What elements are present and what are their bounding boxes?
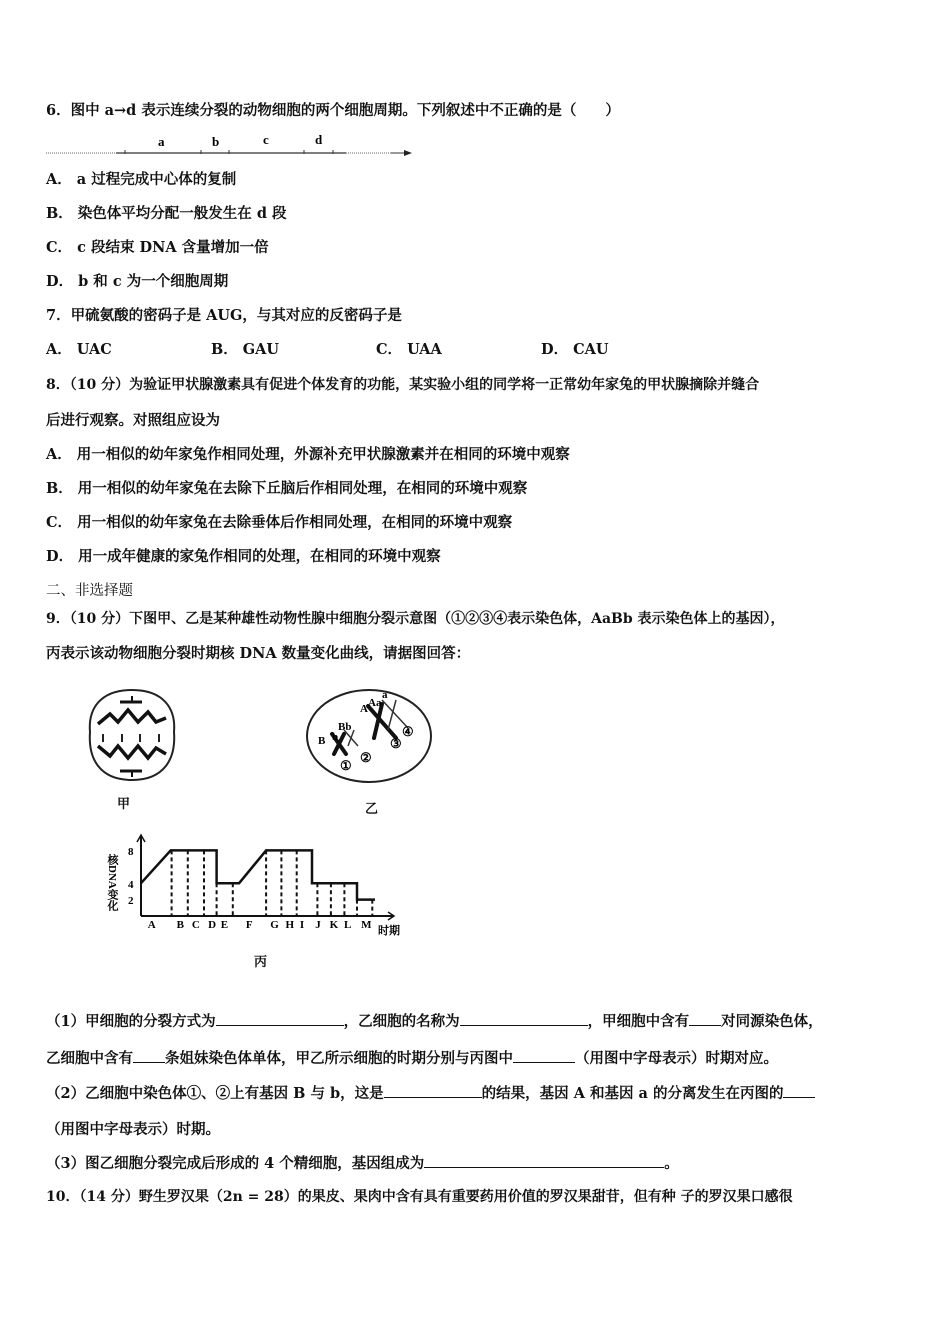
answer-blank-1[interactable] (216, 1011, 344, 1026)
q8-stem-line1: 8．（10 分）为验证甲状腺激素具有促进个体发育的功能，某实验小组的同学将一正常幼年家兔的甲状腺摘除并缝合 (46, 377, 760, 393)
text: 的结果，基因 A 和基因 a 的分离发生在丙图的 (481, 1085, 784, 1102)
q9-part3 (46, 1153, 679, 1174)
chromosome-1: ① (340, 758, 352, 773)
period-label-L: L (344, 919, 352, 931)
gene-A: A (360, 703, 368, 715)
answer-blank-7[interactable] (783, 1083, 815, 1098)
q7-option-d: D． CAU (541, 341, 609, 358)
q6-stem: 6．图中 a→d 表示连续分裂的动物细胞的两个细胞周期。下列叙述中不正确的是（ ） (46, 102, 620, 119)
chart-xlabel: 时期 (378, 925, 400, 937)
q8-option-d: D． 用一成年健康的家兔作相同的处理，在相同的环境中观察 (46, 548, 441, 565)
text: 对同源染色体， (721, 1013, 823, 1030)
cell-yi-figure (304, 686, 434, 786)
gene-Bb: Bb (338, 721, 352, 733)
text: （用图中字母表示）时期对应。 (575, 1050, 778, 1067)
answer-blank-2[interactable] (460, 1011, 588, 1026)
q10-stem-line1: 10．（14 分）野生罗汉果（2n = 28）的果皮、果肉中含有具有重要药用价值的罗汉果甜苷，但有种 子的罗汉果口感很 (46, 1189, 793, 1205)
q9-stem-line1: 9．（10 分）下图甲、乙是某种雄性动物性腺中细胞分裂示意图（①②③④表示染色体，AaBb 表示染色体上的基因）， (46, 611, 785, 627)
segment-b: b (212, 134, 220, 149)
answer-blank-6[interactable] (384, 1083, 482, 1098)
period-label-K: K (329, 919, 339, 931)
q9-part2-line1 (46, 1083, 815, 1104)
dna-curve (141, 850, 375, 899)
chart-title: 丙 (254, 955, 268, 970)
chart-ylabel: 核DNA变化 (106, 854, 118, 911)
text: （2）乙细胞中染色体①、②上有基因 B 与 b，这是 (46, 1085, 384, 1102)
segment-c: c (263, 132, 269, 147)
period-label-B: B (176, 919, 184, 931)
q8-option-a: A． 用一相似的幼年家兔作相同处理，外源补充甲状腺激素并在相同的环境中观察 (46, 446, 570, 463)
text: （1）甲细胞的分裂方式为 (46, 1013, 216, 1030)
period-label-F: F (245, 919, 253, 931)
q7-option-a: A． UAC (46, 341, 112, 358)
q6-option-a: A． a 过程完成中心体的复制 (46, 171, 237, 188)
q6-option-b: B． 染色体平均分配一般发生在 d 段 (46, 205, 287, 222)
period-label-I: I (299, 919, 305, 931)
q8-stem-line2: 后进行观察。对照组应设为 (46, 412, 220, 429)
chromosome-4: ④ (402, 724, 414, 739)
period-label-G: G (270, 919, 279, 931)
answer-blank-8[interactable] (424, 1153, 664, 1168)
period-label-J: J (315, 919, 321, 931)
segment-a: a (158, 134, 165, 149)
cell-cycle-timeline (46, 132, 416, 162)
q7-stem: 7．甲硫氨酸的密码子是 AUG，与其对应的反密码子是 (46, 307, 402, 324)
q8-option-b: B． 用一相似的幼年家兔在去除下丘脑后作相同处理，在相同的环境中观察 (46, 480, 528, 497)
gene-B: B (318, 735, 326, 747)
text: 条姐妹染色体单体，甲乙所示细胞的时期分别与丙图中 (165, 1050, 513, 1067)
ytick-4: 4 (128, 879, 134, 891)
q9-stem-line2: 丙表示该动物细胞分裂时期核 DNA 数量变化曲线，请据图回答： (46, 645, 471, 662)
text: 。 (664, 1155, 679, 1172)
cell-jia-label: 甲 (117, 797, 131, 812)
q9-part1-line2 (46, 1048, 778, 1069)
ytick-2: 2 (128, 895, 134, 907)
segment-d: d (315, 132, 323, 147)
q8-option-c: C． 用一相似的幼年家兔在去除垂体后作相同处理，在相同的环境中观察 (46, 514, 513, 531)
chromosome-2: ② (360, 750, 372, 765)
gene-Aa: Aa (368, 697, 382, 709)
period-label-A: A (147, 919, 156, 931)
chromosome-3: ③ (390, 736, 402, 751)
cell-yi-label: 乙 (365, 802, 379, 817)
period-label-H: H (285, 919, 295, 931)
period-label-C: C (191, 919, 200, 931)
answer-blank-4[interactable] (133, 1048, 165, 1063)
q6-option-d: D． b 和 c 为一个细胞周期 (46, 273, 229, 290)
q6-option-c: C． c 段结束 DNA 含量增加一倍 (46, 239, 269, 256)
dna-chart (100, 830, 410, 940)
period-label-M: M (361, 919, 372, 931)
text: 乙细胞中含有 (46, 1050, 133, 1067)
q7-option-b: B． GAU (211, 341, 280, 358)
ytick-8: 8 (128, 846, 134, 858)
cell-jia-figure (84, 684, 180, 784)
q9-part1-line1 (46, 1011, 823, 1032)
text: （3）图乙细胞分裂完成后形成的 4 个精细胞，基因组成为 (46, 1155, 425, 1172)
q7-option-c: C． UAA (376, 341, 442, 358)
q9-part2-line2: （用图中字母表示）时期。 (46, 1121, 220, 1138)
text: ，甲细胞中含有 (587, 1013, 690, 1030)
period-label-E: E (220, 919, 229, 931)
section-heading: 二、非选择题 (46, 583, 133, 599)
period-label-D: D (208, 919, 217, 931)
gene-a: a (382, 689, 388, 701)
text: ，乙细胞的名称为 (343, 1013, 460, 1030)
gene-b: b (332, 731, 339, 743)
answer-blank-3[interactable] (689, 1011, 721, 1026)
answer-blank-5[interactable] (513, 1048, 575, 1063)
